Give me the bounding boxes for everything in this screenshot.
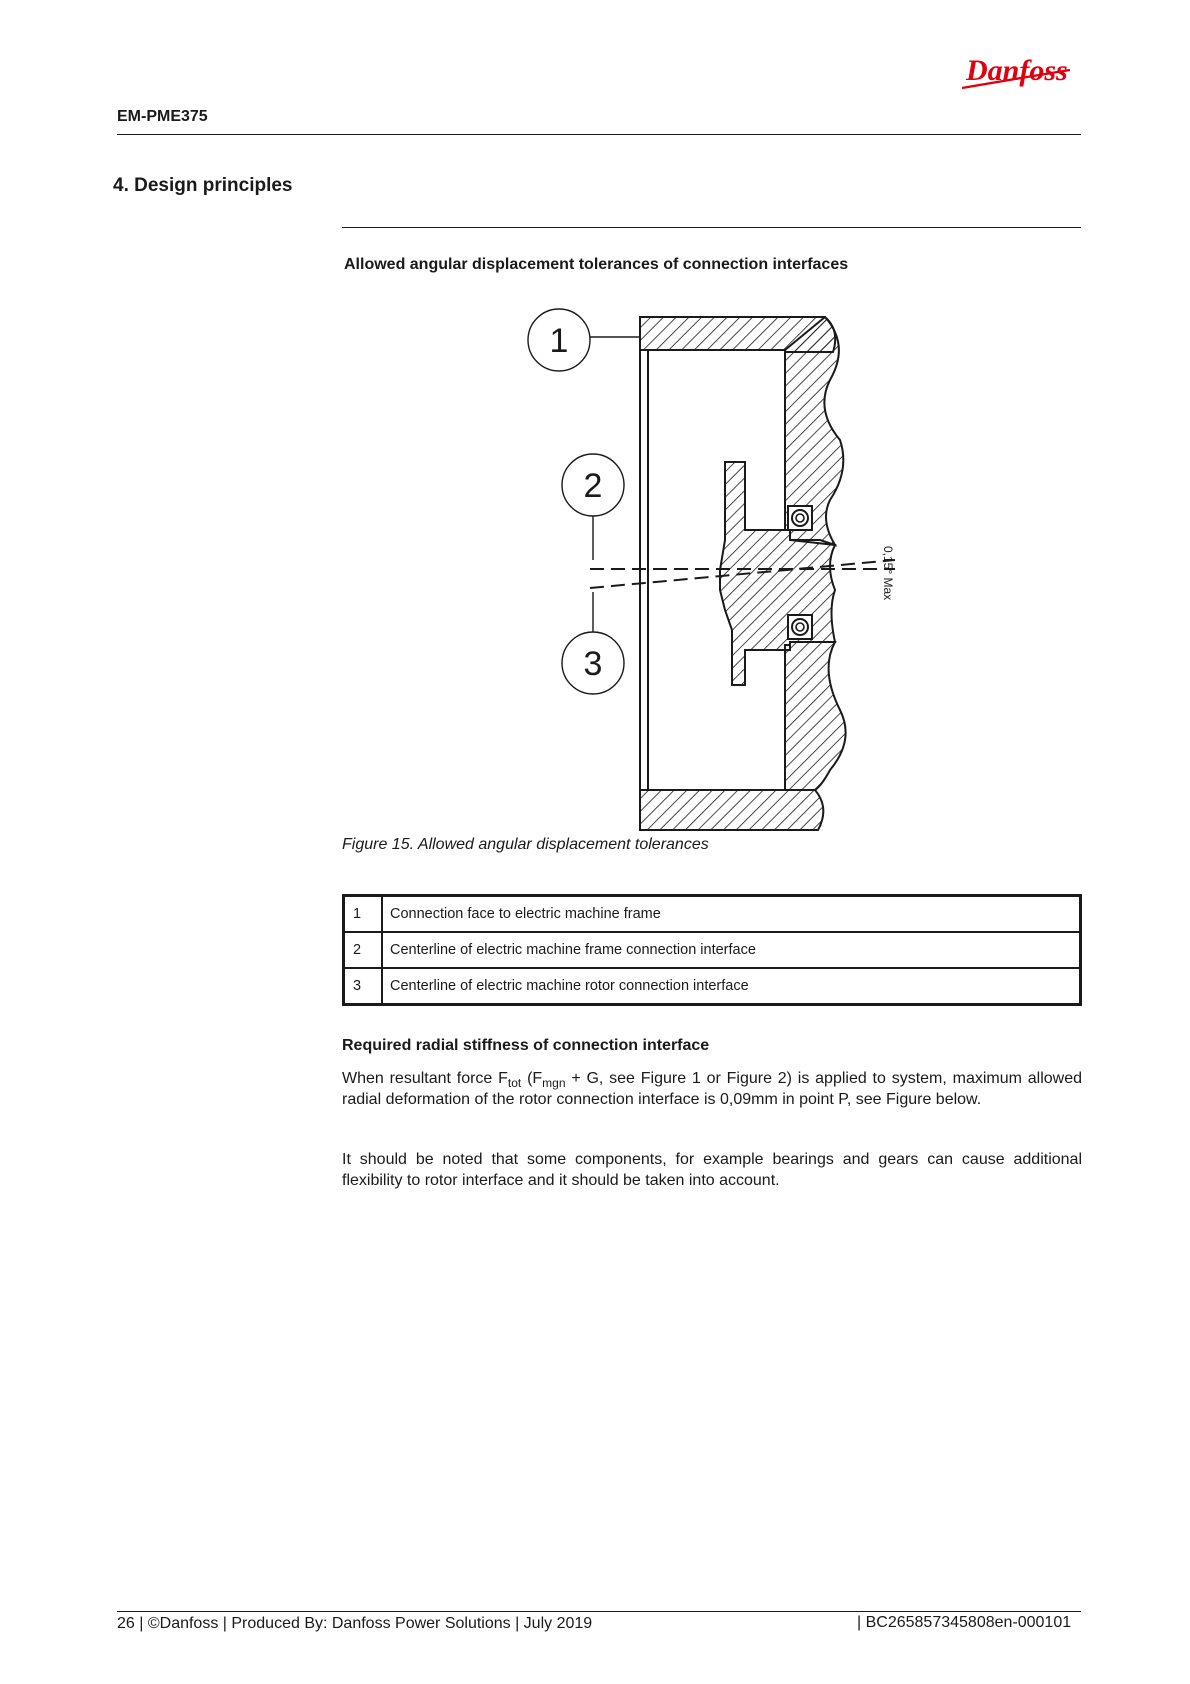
legend-table — [342, 894, 1082, 1006]
table-row — [344, 968, 1081, 1005]
figure-heading: Allowed angular displacement tolerances of connection interfaces — [344, 256, 849, 273]
footer-document-code: | BC265857345808en-000101 — [857, 1614, 1072, 1631]
callout-3 — [562, 632, 624, 694]
danfoss-logo — [960, 48, 1080, 98]
legend-number: 2 — [344, 932, 383, 968]
table-row — [344, 896, 1081, 933]
flexibility-note: It should be noted that some components, for example bearings and gears can cause additional flexibility to rotor interface and it should be taken into account. — [342, 1151, 1082, 1189]
section-rule — [342, 227, 1081, 228]
svg-text:3: 3 — [583, 645, 603, 683]
header-rule — [117, 134, 1081, 135]
footer-rule — [117, 1611, 1081, 1612]
svg-text:2: 2 — [583, 467, 603, 505]
svg-text:1: 1 — [549, 322, 569, 360]
callout-1 — [528, 309, 590, 371]
footer-credits: 26 | ©Danfoss | Produced By: Danfoss Power Solutions | July 2019 — [117, 1615, 593, 1632]
housing-right-wall-lower — [785, 642, 846, 790]
svg-text:Danfoss: Danfoss — [966, 54, 1068, 87]
stiffness-heading: Required radial stiffness of connection interface — [342, 1037, 710, 1054]
legend-description: Centerline of electric machine frame connection interface — [382, 932, 1081, 968]
housing-bottom-wall — [640, 790, 823, 830]
figure-caption: Figure 15. Allowed angular displacement tolerances — [342, 836, 709, 853]
callout-2 — [562, 454, 624, 516]
stiffness-paragraph: When resultant force $F_{tot}$ ($F_{mgn} + G$, see Figure 1 or Figure 2) is applied to system, maximum allowed radial deformation of the rotor connection interface is 0,09mm in point P, see Figure below. — [342, 1070, 1083, 1108]
legend-description: Centerline of electric machine rotor connection interface — [382, 968, 1081, 1005]
angular-displacement-drawing — [520, 300, 920, 840]
table-row — [344, 932, 1081, 968]
legend-number: 3 — [344, 968, 383, 1005]
document-id: EM-PME375 — [117, 108, 208, 125]
section-title: 4. Design principles — [113, 175, 293, 196]
legend-description: Connection face to electric machine frame — [382, 896, 1081, 933]
angle-label: 0,15° Max — [881, 546, 895, 601]
legend-number: 1 — [344, 896, 383, 933]
